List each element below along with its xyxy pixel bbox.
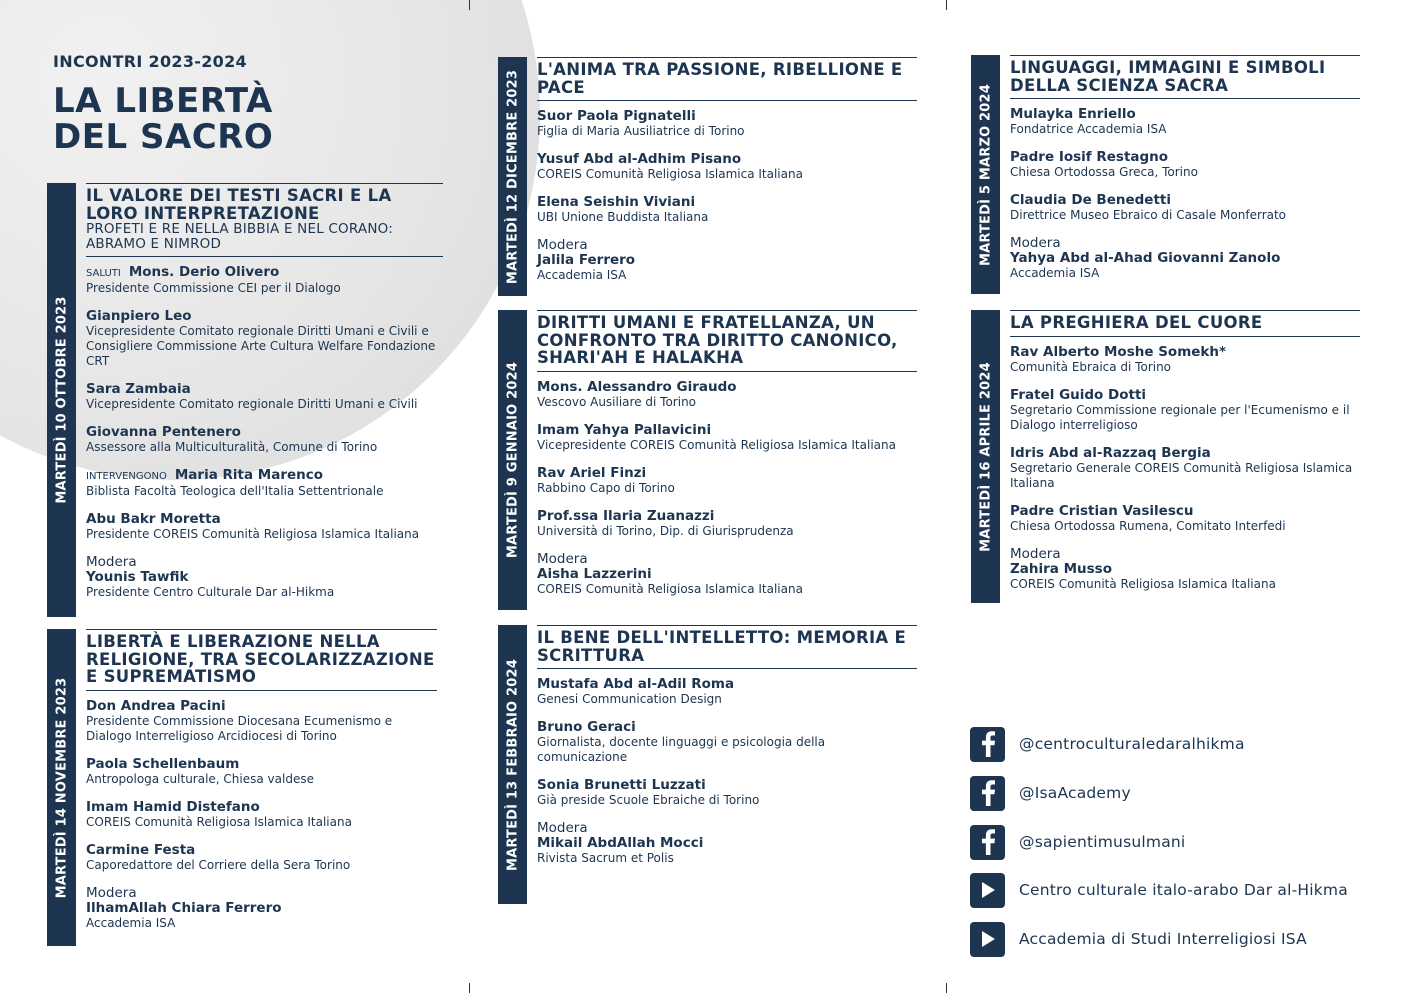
social-link[interactable]: [970, 824, 1348, 860]
speaker: [537, 109, 917, 139]
speaker-name: Elena Seishin Viviani: [537, 194, 696, 210]
speaker: [537, 677, 917, 707]
speaker-affiliation: Presidente Centro Culturale Dar al-Hikma: [86, 585, 335, 599]
event-title-block: [86, 629, 437, 691]
speaker-affiliation: Vicepresidente Comitato regionale Diritti Umani e Civili e Consigliere Commissione Arte Cultura Welfare Fondazione CRT: [86, 324, 436, 368]
speaker-list: [537, 109, 917, 283]
speaker-list: [537, 380, 917, 597]
brochure-header: [53, 52, 273, 155]
speaker: [537, 380, 917, 410]
speaker-name: Jalila Ferrero: [537, 252, 636, 268]
speaker-affiliation: Rivista Sacrum et Polis: [537, 851, 674, 865]
speaker: [1010, 236, 1360, 281]
speaker-affiliation: COREIS Comunità Religiosa Islamica Italiana: [537, 167, 803, 181]
speaker-name: Padre Iosif Restagno: [1010, 149, 1169, 165]
speaker: [86, 843, 437, 873]
speaker: [86, 800, 437, 830]
event-subtitle: PROFETI E RE NELLA BIBBIA E NEL CORANO: ABRAMO E NIMROD: [86, 221, 393, 252]
speaker-name: Carmine Festa: [86, 841, 196, 858]
speaker: [86, 757, 437, 787]
speaker: [1010, 446, 1360, 491]
speaker: [1010, 547, 1360, 592]
social-link[interactable]: [970, 775, 1348, 811]
speaker: [86, 512, 443, 542]
speaker-name: Prof.ssa Ilaria Zuanazzi: [537, 507, 715, 524]
speaker-affiliation: Presidente Commissione CEI per il Dialogo: [86, 281, 341, 295]
event-date-bar: [47, 629, 76, 946]
speaker-affiliation: Rabbino Capo di Torino: [537, 480, 675, 495]
speaker-name: Claudia De Benedetti: [1010, 192, 1171, 208]
event-block: [47, 629, 437, 946]
speaker-name: Fratel Guido Dotti: [1010, 386, 1147, 403]
speaker-affiliation: Comunità Ebraica di Torino: [1010, 359, 1172, 374]
speaker-name: Younis Tawfik: [86, 569, 189, 585]
speaker-affiliation: Antropologa culturale, Chiesa valdese: [86, 771, 314, 786]
fold-mark: [469, 0, 470, 10]
event-date: MARTEDÌ 16 APRILE 2024: [978, 361, 993, 552]
speaker: [86, 382, 443, 412]
speaker-name: Mustafa Abd al-Adil Roma: [537, 676, 735, 692]
speaker-affiliation: Accademia ISA: [86, 915, 176, 930]
event-content: [86, 183, 443, 613]
speaker-affiliation: Genesi Communication Design: [537, 692, 722, 706]
speaker: [86, 699, 437, 744]
speaker-name: IlhamAllah Chiara Ferrero: [86, 899, 282, 916]
speaker: [1010, 388, 1360, 433]
social-link[interactable]: [970, 726, 1348, 762]
speaker-affiliation: Chiesa Ortodossa Greca, Torino: [1010, 165, 1198, 179]
speaker-name: Abu Bakr Moretta: [86, 511, 221, 527]
event-content: [86, 629, 437, 944]
event-date: MARTEDÌ 5 MARZO 2024: [978, 83, 993, 266]
speaker-affiliation: Vicepresidente Comitato regionale Diritti Umani e Civili: [86, 397, 418, 411]
series-kicker: INCONTRI 2023-2024: [53, 52, 247, 71]
speaker: [537, 195, 917, 225]
speaker-affiliation: Segretario Generale COREIS Comunità Religiosa Islamica Italiana: [1010, 460, 1353, 490]
speaker-name: SALUTI Mons. Derio Olivero: [86, 264, 280, 280]
speaker-affiliation: Biblista Facoltà Teologica dell'Italia Settentrionale: [86, 484, 384, 498]
speaker-name: Imam Hamid Distefano: [86, 798, 260, 815]
event-title-block: [86, 183, 443, 257]
speaker-name: Padre Cristian Vasilescu: [1010, 502, 1194, 519]
speaker-name: Mons. Alessandro Giraudo: [537, 378, 737, 395]
social-link[interactable]: [970, 872, 1348, 908]
event-date: MARTEDÌ 14 NOVEMBRE 2023: [54, 677, 69, 898]
speaker-name: Idris Abd al-Razzaq Bergia: [1010, 444, 1211, 461]
speaker-name: Rav Alberto Moshe Somekh*: [1010, 343, 1227, 360]
speaker-name: Paola Schellenbaum: [86, 755, 240, 772]
speaker-affiliation: Giornalista, docente linguaggi e psicologia della comunicazione: [537, 735, 826, 764]
speaker: [537, 238, 917, 283]
speaker-name: Sonia Brunetti Luzzati: [537, 777, 706, 793]
event-title: DIRITTI UMANI E FRATELLANZA, UN CONFRONTO TRA DIRITTO CANONICO, SHARI'AH E HALAKHA: [537, 313, 898, 367]
speaker: [537, 466, 917, 496]
speaker-name: Sara Zambaia: [86, 381, 191, 397]
event-date-bar: [498, 310, 527, 610]
facebook-icon: [970, 727, 1005, 762]
speaker-name: Giovanna Pentenero: [86, 424, 241, 440]
speaker-name: Rav Ariel Finzi: [537, 464, 647, 481]
event-content: [537, 625, 917, 879]
speaker-affiliation: Università di Torino, Dip. di Giurisprudenza: [537, 523, 794, 538]
speaker: [1010, 193, 1360, 223]
speaker-list: [1010, 107, 1360, 281]
event-block: [47, 183, 443, 617]
speaker-affiliation: Vicepresidente COREIS Comunità Religiosa Islamica Italiana: [537, 437, 896, 452]
speaker-affiliation: UBI Unione Buddista Italiana: [537, 210, 709, 224]
event-date-bar: [47, 183, 76, 617]
event-date: MARTEDÌ 9 GENNAIO 2024: [505, 361, 520, 559]
social-handle[interactable]: Centro culturale italo-arabo Dar al-Hikma: [1019, 881, 1348, 899]
youtube-icon: [970, 922, 1005, 957]
event-block: [498, 310, 917, 610]
speaker: [86, 555, 443, 600]
speaker-list: [1010, 345, 1360, 592]
speaker-list: [537, 677, 917, 866]
speaker-role-label: INTERVENGONO: [86, 471, 167, 482]
speaker: [1010, 504, 1360, 534]
speaker-list: [86, 699, 437, 931]
speaker-name: Yusuf Abd al-Adhim Pisano: [537, 151, 742, 167]
speaker-affiliation: Accademia ISA: [537, 268, 627, 282]
facebook-icon: [970, 776, 1005, 811]
speaker: [86, 425, 443, 455]
speaker: [86, 309, 443, 369]
social-handle[interactable]: @centroculturaledaralhikma: [1019, 735, 1245, 753]
speaker: [537, 152, 917, 182]
speaker-name: Aisha Lazzerini: [537, 565, 652, 582]
fold-mark: [469, 983, 470, 993]
event-title-block: [537, 310, 917, 372]
speaker-name: Don Andrea Pacini: [86, 697, 226, 714]
speaker-name: INTERVENGONO Maria Rita Marenco: [86, 467, 324, 483]
speaker-name: Suor Paola Pignatelli: [537, 108, 696, 124]
event-block: [971, 55, 1360, 294]
moderator-label: Modera: [86, 884, 137, 901]
event-title-block: [1010, 55, 1360, 99]
event-date: MARTEDÌ 12 DICEMBRE 2023: [505, 69, 520, 284]
moderator-label: Modera: [1010, 545, 1061, 562]
event-title: IL BENE DELL'INTELLETTO: MEMORIA E SCRITTURA: [537, 628, 907, 665]
speaker: [1010, 150, 1360, 180]
event-title: IL VALORE DEI TESTI SACRI E LA LORO INTERPRETAZIONE: [86, 186, 392, 223]
speaker-affiliation: Chiesa Ortodossa Rumena, Comitato Interfedi: [1010, 518, 1286, 533]
speaker: [537, 509, 917, 539]
event-date-bar: [498, 625, 527, 904]
speaker-affiliation: Figlia di Maria Ausiliatrice di Torino: [537, 124, 745, 138]
speaker-affiliation: Assessore alla Multiculturalità, Comune di Torino: [86, 440, 378, 454]
speaker: [537, 778, 917, 808]
speaker-role-label: SALUTI: [86, 268, 121, 279]
speaker: [86, 886, 437, 931]
speaker: [86, 265, 443, 296]
event-title-block: [537, 57, 917, 101]
moderator-label: Modera: [537, 550, 588, 567]
event-date-bar: [971, 310, 1000, 603]
speaker-name: Bruno Geraci: [537, 719, 636, 735]
speaker-name: Gianpiero Leo: [86, 308, 192, 324]
speaker-affiliation: Presidente COREIS Comunità Religiosa Islamica Italiana: [86, 527, 420, 541]
speaker-affiliation: COREIS Comunità Religiosa Islamica Italiana: [86, 814, 352, 829]
social-handle[interactable]: @IsaAcademy: [1019, 784, 1131, 802]
event-content: [1010, 55, 1360, 294]
event-date-bar: [971, 55, 1000, 294]
speaker-name: Yahya Abd al-Ahad Giovanni Zanolo: [1010, 250, 1281, 266]
social-link[interactable]: [970, 921, 1348, 957]
speaker-name: Zahira Musso: [1010, 560, 1112, 577]
event-date: MARTEDÌ 13 FEBBRAIO 2024: [505, 658, 520, 871]
speaker-name: Mikail AbdAllah Mocci: [537, 835, 704, 851]
brochure-title: LA LIBERTÀ DEL SACRO: [53, 81, 274, 157]
speaker-affiliation: Caporedattore del Corriere della Sera Torino: [86, 857, 351, 872]
social-links: [970, 726, 1348, 970]
speaker: [537, 552, 917, 597]
speaker: [537, 423, 917, 453]
moderator-label: Modera: [537, 820, 588, 836]
event-content: [1010, 310, 1360, 605]
speaker-name: Imam Yahya Pallavicini: [537, 421, 712, 438]
speaker: [1010, 107, 1360, 137]
speaker-affiliation: Presidente Commissione Diocesana Ecumenismo e Dialogo Interreligioso Arcidiocesi di Torino: [86, 713, 393, 743]
social-handle[interactable]: @sapientimusulmani: [1019, 833, 1186, 851]
event-title-block: [537, 625, 917, 669]
event-title: LA PREGHIERA DEL CUORE: [1010, 313, 1263, 332]
event-content: [537, 310, 917, 610]
event-title: LIBERTÀ E LIBERAZIONE NELLA RELIGIONE, TRA SECOLARIZZAZIONE E SUPREMATISMO: [86, 632, 435, 686]
speaker-name: Mulayka Enriello: [1010, 106, 1136, 122]
event-title-block: [1010, 310, 1360, 337]
youtube-icon: [970, 873, 1005, 908]
speaker-affiliation: Già preside Scuole Ebraiche di Torino: [537, 793, 760, 807]
speaker: [1010, 345, 1360, 375]
speaker-affiliation: COREIS Comunità Religiosa Islamica Italiana: [1010, 576, 1276, 591]
event-date-bar: [498, 57, 527, 296]
fold-mark: [946, 0, 947, 10]
speaker-affiliation: Direttrice Museo Ebraico di Casale Monferrato: [1010, 208, 1287, 222]
speaker: [537, 821, 917, 866]
moderator-label: Modera: [86, 554, 137, 570]
event-date: MARTEDÌ 10 OTTOBRE 2023: [54, 296, 69, 504]
speaker-affiliation: Fondatrice Accademia ISA: [1010, 122, 1167, 136]
speaker-list: [86, 265, 443, 600]
speaker-affiliation: Segretario Commissione regionale per l'Ecumenismo e il Dialogo interreligioso: [1010, 402, 1350, 432]
event-content: [537, 57, 917, 296]
speaker: [537, 720, 917, 765]
speaker-affiliation: COREIS Comunità Religiosa Islamica Italiana: [537, 581, 803, 596]
event-block: [498, 625, 917, 904]
moderator-label: Modera: [537, 237, 588, 253]
event-block: [971, 310, 1360, 603]
social-handle[interactable]: Accademia di Studi Interreligiosi ISA: [1019, 930, 1307, 948]
event-title: L'ANIMA TRA PASSIONE, RIBELLIONE E PACE: [537, 60, 903, 97]
fold-mark: [946, 983, 947, 993]
speaker: [86, 468, 443, 499]
moderator-label: Modera: [1010, 235, 1061, 251]
speaker-affiliation: Vescovo Ausiliare di Torino: [537, 394, 697, 409]
speaker-affiliation: Accademia ISA: [1010, 266, 1100, 280]
event-block: [498, 57, 917, 296]
facebook-icon: [970, 825, 1005, 860]
event-title: LINGUAGGI, IMMAGINI E SIMBOLI DELLA SCIENZA SACRA: [1010, 58, 1326, 95]
